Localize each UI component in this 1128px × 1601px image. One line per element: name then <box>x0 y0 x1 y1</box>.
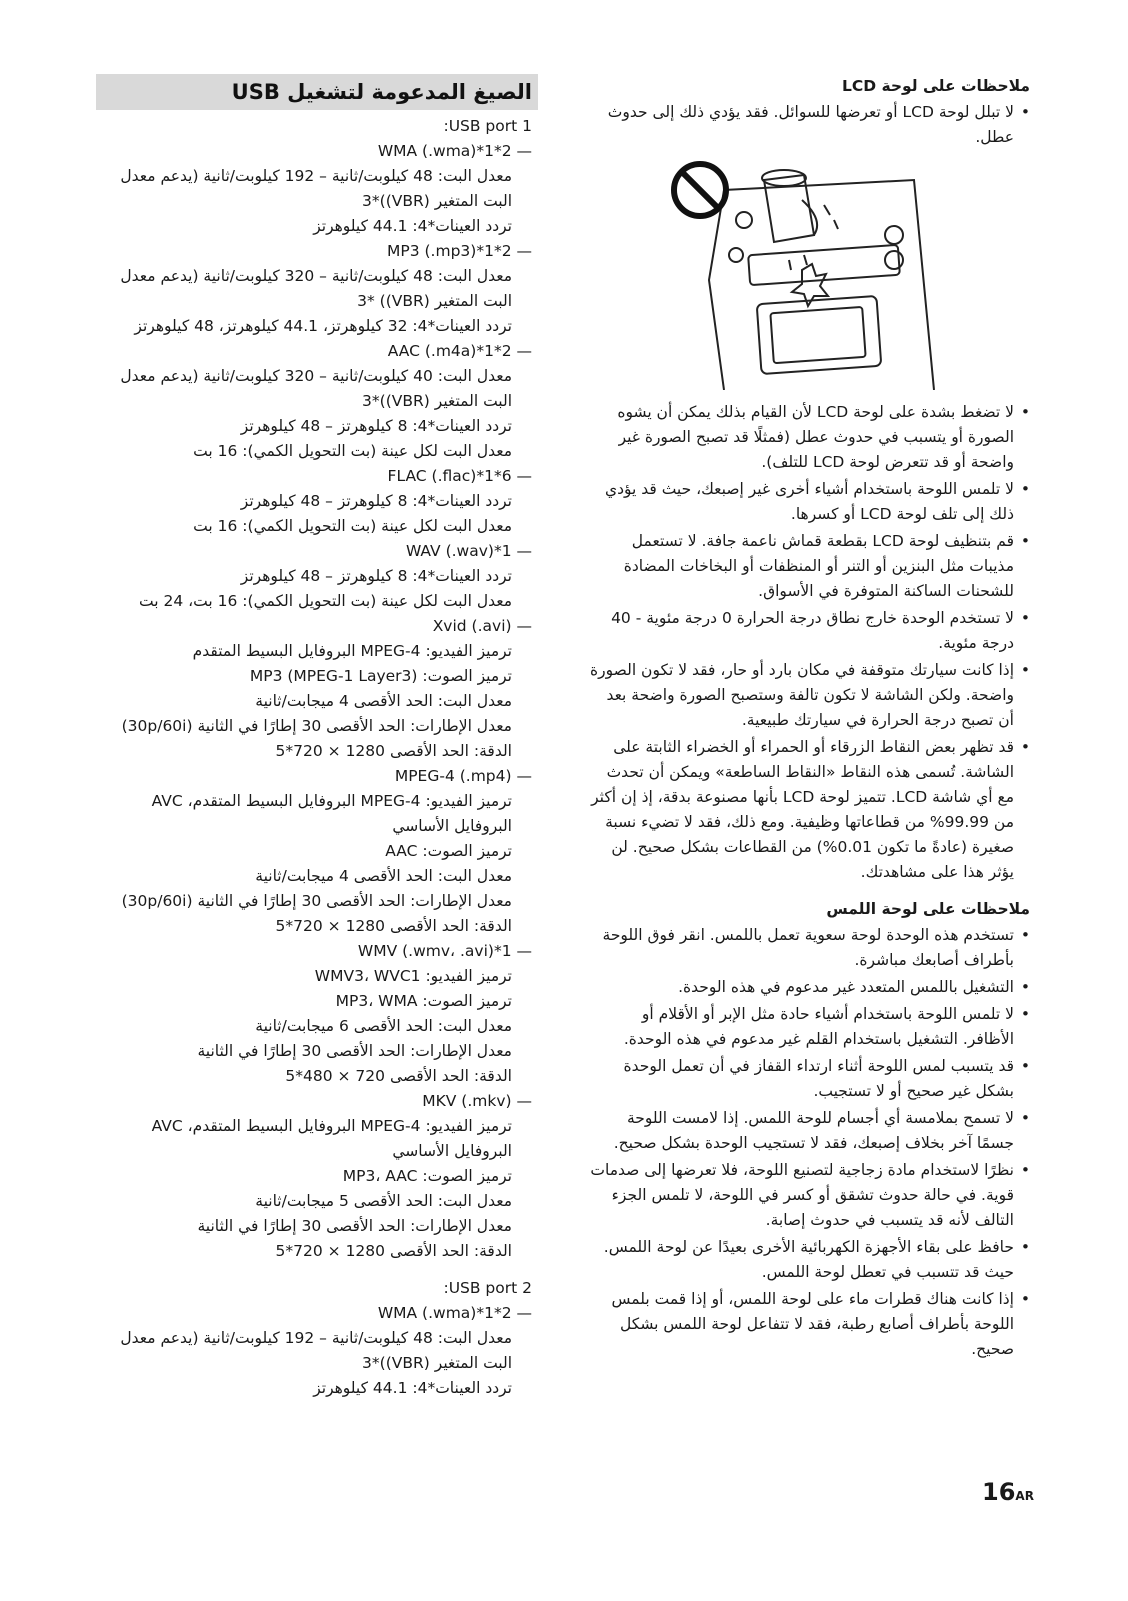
format-detail: الدقة: الحد الأقصى 1280 × 720*5 <box>275 742 512 760</box>
touch-note-item: • قد يتسبب لمس اللوحة أثناء ارتداء القفاز في أن تعمل الوحدة بشكل غير صحيح أو لا تستجيب. <box>590 1054 1030 1104</box>
format-detail: ترميز الصوت: MP3، AAC <box>342 1167 512 1185</box>
lcd-note-item: • لا تلمس اللوحة باستخدام أشياء أخرى غير إصبعك، حيث قد يؤدي ذلك إلى تلف لوحة LCD أو كسرها. <box>590 477 1030 527</box>
lcd-note-item: • لا تستخدم الوحدة خارج نطاق درجة الحرارة 0 درجة مئوية - 40 درجة مئوية. <box>590 606 1030 656</box>
format-detail: معدل البت: 48 كيلوبت/ثانية – 192 كيلوبت/ثانية (يدعم معدل البت المتغير (VBR))*3 <box>120 167 512 210</box>
format-detail: معدل الإطارات: الحد الأقصى 30 إطارًا في الثانية <box>197 1042 512 1060</box>
format-name: — WMA (.wma)*1*2 <box>96 1301 538 1326</box>
format-detail: معدل البت: الحد الأقصى 6 ميجابت/ثانية <box>255 1017 512 1035</box>
touch-note-item: • نظرًا لاستخدام مادة زجاجية لتصنيع اللوحة، فلا تعرضها إلى صدمات قوية. في حالة حدوث تشقق أو كسر في اللوحة، لا تلمس الجزء التالف لأنه قد يتسبب في حدوث إصابة. <box>590 1158 1030 1233</box>
section-title-usb-formats: الصيغ المدعومة لتشغيل USB <box>96 74 538 110</box>
format-detail: معدل البت: الحد الأقصى 5 ميجابت/ثانية <box>255 1192 512 1210</box>
format-detail: معدل البت لكل عينة (بت التحويل الكمي): 16 بت، 24 بت <box>139 592 512 610</box>
format-detail: تردد العينات*4: 32 كيلوهرتز، 44.1 كيلوهرتز، 48 كيلوهرتز <box>134 317 512 335</box>
format-detail: ترميز الفيديو: MPEG-4 البروفايل البسيط المتقدم <box>192 642 512 660</box>
format-detail: ترميز الصوت: MP3، WMA <box>335 992 512 1010</box>
lcd-note-item: • لا تضغط بشدة على لوحة LCD لأن القيام بذلك يمكن أن يشوه الصورة أو يتسبب في حدوث عطل (فمثلًا قد تصبح الصورة غير واضحة أو قد تتعرض لوحة LCD للتلف). <box>590 400 1030 475</box>
lcd-note-item: • إذا كانت سيارتك متوقفة في مكان بارد أو حار، فقد لا تكون الصورة واضحة. ولكن الشاشة لا تكون تالفة وستصبح الصورة واضحة بعد أن تصبح درجة الحرارة في سيارتك طبيعية. <box>590 658 1030 733</box>
touch-notes-list <box>590 923 1030 1362</box>
touch-note-item: • لا تلمس اللوحة باستخدام أشياء حادة مثل الإبر أو الأقلام أو الأظافر. التشغيل باستخدام القلم غير مدعوم في هذه الوحدة. <box>590 1002 1030 1052</box>
format-detail: الدقة: الحد الأقصى 1280 × 720*5 <box>275 1242 512 1260</box>
usb-port1-label: USB port 1: <box>443 117 532 135</box>
format-detail: تردد العينات*4: 8 كيلوهرتز – 48 كيلوهرتز <box>240 567 512 585</box>
format-name: — MP3 (.mp3)*1*2 <box>96 239 538 264</box>
no-liquid-on-lcd-illustration <box>664 160 956 390</box>
format-name: — WMV (.wmv، .avi)*1 <box>96 939 538 964</box>
format-name: — FLAC (.flac)*1*6 <box>96 464 538 489</box>
format-detail: ترميز الفيديو: MPEG-4 البروفايل البسيط المتقدم، AVC البروفايل الأساسي <box>151 1117 512 1160</box>
page-number-value: 16 <box>982 1478 1016 1506</box>
usb-port1-format-list <box>96 139 538 1264</box>
page-number-suffix: AR <box>1015 1489 1034 1503</box>
format-detail: تردد العينات*4: 8 كيلوهرتز – 48 كيلوهرتز <box>240 492 512 510</box>
format-detail: معدل الإطارات: الحد الأقصى 30 إطارًا في الثانية (30p/60i) <box>121 892 512 910</box>
touch-note-item: • التشغيل باللمس المتعدد غير مدعوم في هذه الوحدة. <box>590 975 1030 1000</box>
format-detail: معدل البت: 48 كيلوبت/ثانية – 320 كيلوبت/ثانية (يدعم معدل البت المتغير (VBR)) *3 <box>120 267 512 310</box>
touch-note-item: • لا تسمح بملامسة أي أجسام للوحة اللمس. إذا لامست اللوحة جسمًا آخر بخلاف إصبعك، فقد لا تستجيب الوحدة بشكل صحيح. <box>590 1106 1030 1156</box>
format-detail: تردد العينات*4: 44.1 كيلوهرتز <box>313 1379 512 1397</box>
format-detail: ترميز الفيديو: WMV3، WVC1 <box>314 967 512 985</box>
format-name: — WMA (.wma)*1*2 <box>96 139 538 164</box>
format-detail: الدقة: الحد الأقصى 1280 × 720*5 <box>275 917 512 935</box>
touch-note-item: • إذا كانت هناك قطرات ماء على لوحة اللمس، أو إذا قمت بلمس اللوحة بأطراف أصابع رطبة، فقد لا تتفاعل لوحة اللمس بشكل صحيح. <box>590 1287 1030 1362</box>
format-detail: معدل البت لكل عينة (بت التحويل الكمي): 16 بت <box>193 442 512 460</box>
format-detail: معدل البت: الحد الأقصى 4 ميجابت/ثانية <box>255 867 512 885</box>
lcd-note-item: • قم بتنظيف لوحة LCD بقطعة قماش ناعمة جافة. لا تستعمل مذيبات مثل البنزين أو التنر أو المنظفات أو البخاخات المضادة للشحنات الساكنة المتوفرة في الأسواق. <box>590 529 1030 604</box>
format-detail: معدل البت: الحد الأقصى 4 ميجابت/ثانية <box>255 692 512 710</box>
page-number <box>982 1478 1034 1506</box>
touch-notes-heading: ملاحظات على لوحة اللمس <box>826 900 1030 918</box>
format-detail: تردد العينات*4: 44.1 كيلوهرتز <box>313 217 512 235</box>
supported-formats-column <box>96 74 538 1401</box>
lcd-notes-heading: ملاحظات على لوحة LCD <box>841 77 1030 95</box>
format-detail: معدل البت: 40 كيلوبت/ثانية – 320 كيلوبت/ثانية (يدعم معدل البت المتغير (VBR))*3 <box>120 367 512 410</box>
format-detail: ترميز الصوت: MP3 (MPEG-1 Layer3) <box>249 667 512 685</box>
format-name: — WAV (.wav)*1 <box>96 539 538 564</box>
lcd-notes-list <box>590 400 1030 885</box>
format-detail: ترميز الفيديو: MPEG-4 البروفايل البسيط المتقدم، AVC البروفايل الأساسي <box>151 792 512 835</box>
touch-note-item: • حافظ على بقاء الأجهزة الكهربائية الأخرى بعيدًا عن لوحة اللمس. حيث قد تتسبب في تعطل لوحة اللمس. <box>590 1235 1030 1285</box>
format-detail: ترميز الصوت: AAC <box>385 842 512 860</box>
format-name: — MPEG-4 (.mp4) <box>96 764 538 789</box>
format-detail: معدل الإطارات: الحد الأقصى 30 إطارًا في الثانية <box>197 1217 512 1235</box>
format-name: — MKV (.mkv) <box>96 1089 538 1114</box>
format-detail: معدل الإطارات: الحد الأقصى 30 إطارًا في الثانية (30p/60i) <box>121 717 512 735</box>
format-detail: تردد العينات*4: 8 كيلوهرتز – 48 كيلوهرتز <box>240 417 512 435</box>
usb-port2-format-list <box>96 1301 538 1401</box>
lcd-note-item: • قد تظهر بعض النقاط الزرقاء أو الحمراء أو الخضراء الثابتة على الشاشة. تُسمى هذه النقاط «النقاط الساطعة» ويمكن أن تحدث مع أي شاشة LCD. تتميز لوحة LCD بأنها مصنوعة بدقة، إذ إن أكثر من 99.99% من قطاعاتها وظيفية. ومع ذلك، فقد لا تضيء نسبة صغيرة (عادةً ما تكون 0.01%) من القطاعات بشكل صحيح. لن يؤثر هذا على مشاهدتك. <box>590 735 1030 885</box>
format-detail: معدل البت: 48 كيلوبت/ثانية – 192 كيلوبت/ثانية (يدعم معدل البت المتغير (VBR))*3 <box>120 1329 512 1372</box>
usb-port2-label: USB port 2: <box>443 1279 532 1297</box>
notes-column <box>590 74 1030 1364</box>
lcd-note-item: • لا تبلل لوحة LCD أو تعرضها للسوائل. فقد يؤدي ذلك إلى حدوث عطل. <box>590 100 1030 150</box>
format-detail: معدل البت لكل عينة (بت التحويل الكمي): 16 بت <box>193 517 512 535</box>
touch-note-item: • تستخدم هذه الوحدة لوحة سعوية تعمل باللمس. انقر فوق اللوحة بأطراف أصابعك مباشرة. <box>590 923 1030 973</box>
format-detail: الدقة: الحد الأقصى 720 × 480*5 <box>285 1067 512 1085</box>
format-name: — Xvid (.avi) <box>96 614 538 639</box>
format-name: — AAC (.m4a)*1*2 <box>96 339 538 364</box>
